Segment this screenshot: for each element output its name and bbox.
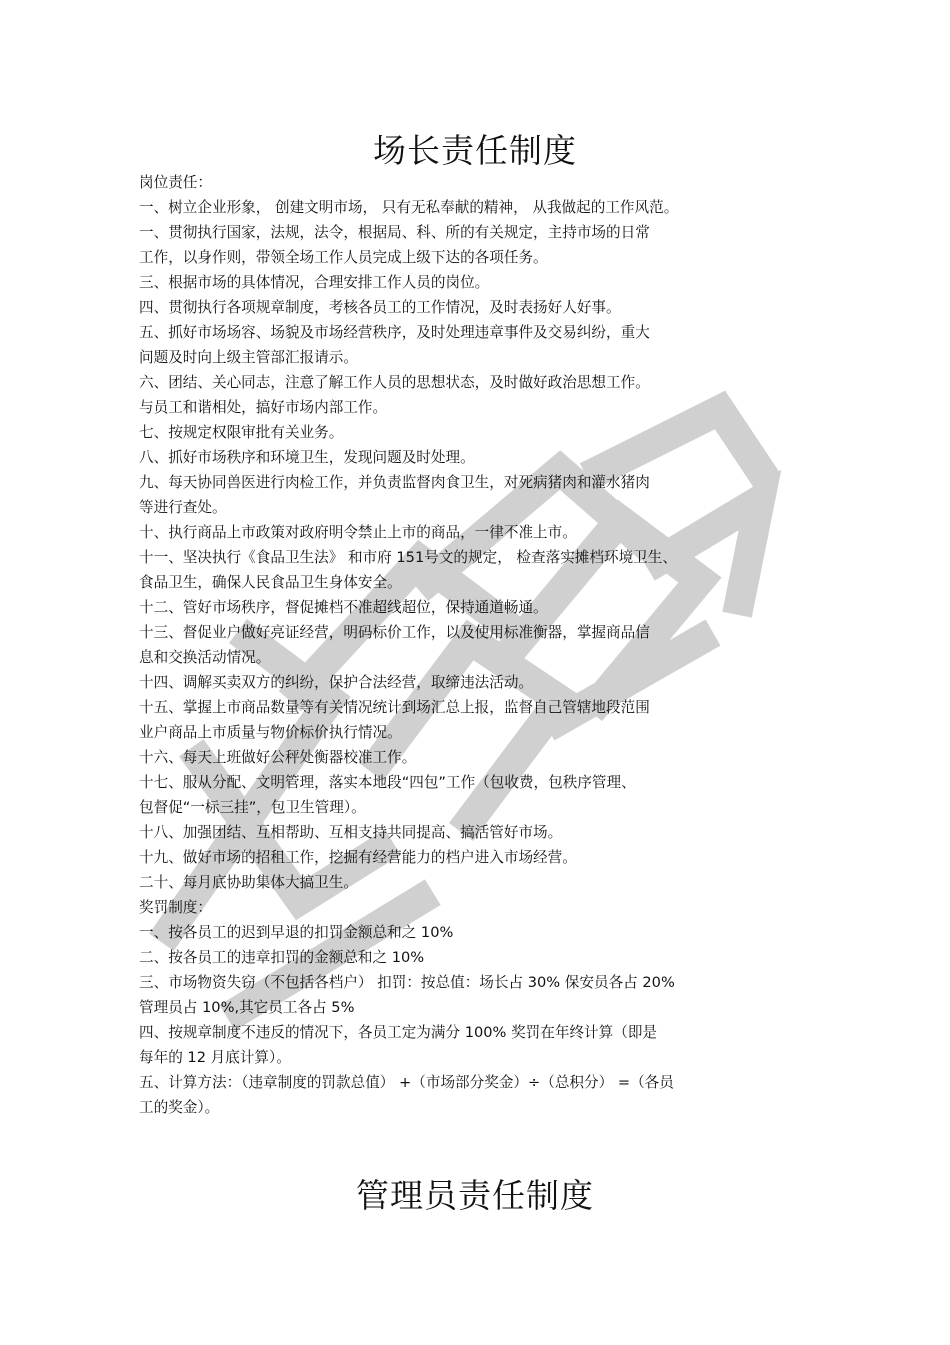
text-line: 十九、做好市场的招租工作，挖掘有经营能力的档户进入市场经营。 [139,849,577,866]
text-line: 十七、服从分配、文明管理，落实本地段“四包”工作（包收费，包秩序管理、 [139,774,636,791]
text-line: 一、树立企业形象， 创建文明市场， 只有无私奉献的精神， 从我做起的工作风范。 [139,199,679,216]
text-line: 工的奖金）。 [139,1099,220,1116]
text-line: 工作，以身作则，带领全场工作人员完成上级下达的各项任务。 [139,249,548,266]
text-line: 管理员占 10%,其它员工各占 5% [139,999,355,1016]
text-line: 五、计算方法：（违章制度的罚款总值） +（市场部分奖金）÷（总积分） =（各员 [139,1074,674,1091]
text-line: 岗位责任： [139,174,212,191]
text-line: 业户商品上市质量与物价标价执行情况。 [139,724,402,741]
text-line: 问题及时向上级主管部汇报请示。 [139,349,358,366]
text-line: 每年的 12 月底计算）。 [139,1049,291,1066]
text-line: 五、抓好市场场容、场貌及市场经营秩序，及时处理违章事件及交易纠纷，重大 [139,324,650,341]
text-line: 十一、坚决执行《食品卫生法》 和市府 151号文的规定， 检查落实摊档环境卫生、 [139,549,677,566]
text-line: 与员工和谐相处，搞好市场内部工作。 [139,399,388,416]
text-line: 十八、加强团结、互相帮助、互相支持共同提高、搞活管好市场。 [139,824,563,841]
text-line: 二十、每月底协助集体大搞卫生。 [139,874,358,891]
text-line: 一、贯彻执行国家，法规，法令，根据局、科、所的有关规定，主持市场的日常 [139,224,650,241]
text-line: 二、按各员工的违章扣罚的金额总和之 10% [139,949,425,966]
text-line: 息和交换活动情况。 [139,649,271,666]
text-line: 十四、调解买卖双方的纠纷，保护合法经营，取缔违法活动。 [139,674,534,691]
document-body [139,170,819,1120]
text-line: 八、抓好市场秩序和环境卫生，发现问题及时处理。 [139,449,475,466]
text-line: 三、市场物资失窃（不包括各档户） 扣罚：按总值：场长占 30% 保安员各占 20% [139,974,675,991]
text-line: 十六、每天上班做好公秤处衡器校准工作。 [139,749,417,766]
text-line: 包督促“一标三挂”，包卫生管理）。 [139,799,366,816]
next-page-title: 管理员责任制度 [356,1176,594,1215]
text-line: 十二、管好市场秩序，督促摊档不准超线超位，保持通道畅通。 [139,599,548,616]
text-line: 三、根据市场的具体情况，合理安排工作人员的岗位。 [139,274,490,291]
text-line: 四、按规章制度不违反的情况下，各员工定为满分 100% 奖罚在年终计算（即是 [139,1024,658,1041]
text-line: 十三、督促业户做好亮证经营，明码标价工作，以及使用标准衡器，掌握商品信 [139,624,650,641]
text-line: 六、团结、关心同志，注意了解工作人员的思想状态，及时做好政治思想工作。 [139,374,650,391]
text-line: 七、按规定权限审批有关业务。 [139,424,344,441]
page-title: 场长责任制度 [373,131,577,170]
text-line: 食品卫生，确保人民食品卫生身体安全。 [139,574,402,591]
text-line: 四、贯彻执行各项规章制度，考核各员工的工作情况，及时表扬好人好事。 [139,299,621,316]
text-line: 十五、掌握上市商品数量等有关情况统计到场汇总上报，监督自己管辖地段范围 [139,699,650,716]
text-line: 等进行查处。 [139,499,227,516]
text-line: 十、执行商品上市政策对政府明令禁止上市的商品，一律不准上市。 [139,524,577,541]
text-line: 奖罚制度： [139,899,212,916]
text-line: 九、每天协同兽医进行肉检工作，并负责监督肉食卫生，对死病猪肉和灌水猪肉 [139,474,650,491]
text-line: 一、按各员工的迟到早退的扣罚金额总和之 10% [139,924,454,941]
